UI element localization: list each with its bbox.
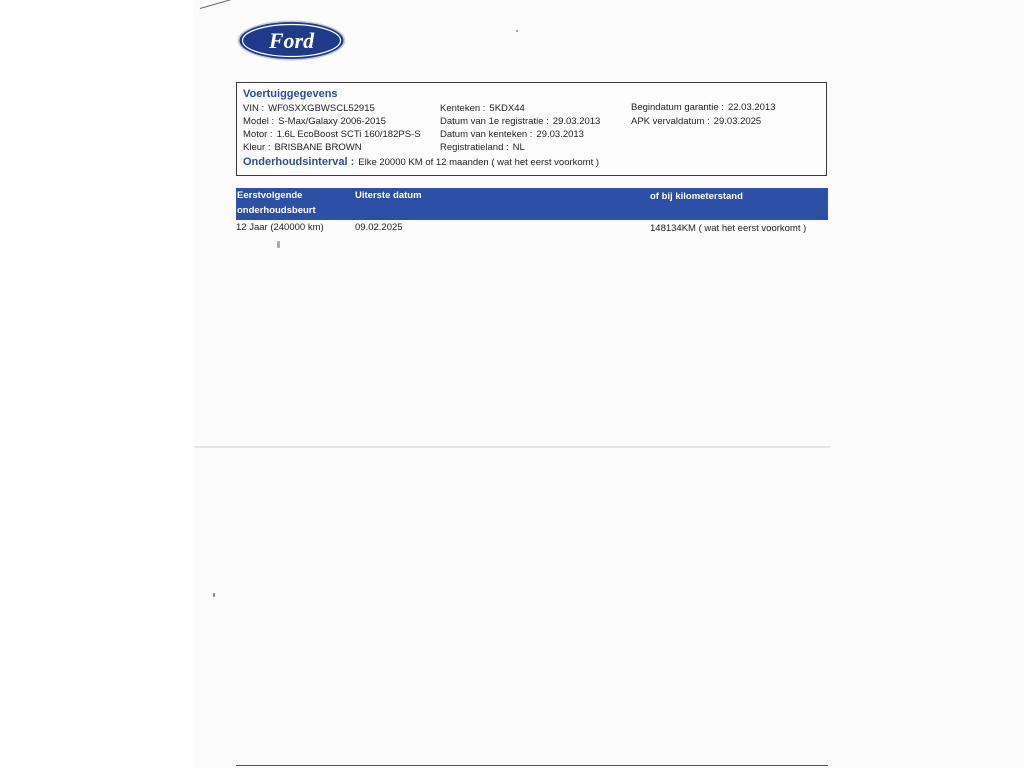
datum-kenteken-value: 29.03.2013 <box>536 129 584 140</box>
datum-registratie-field <box>440 116 600 127</box>
ford-logo <box>236 19 347 62</box>
motor-label: Motor : <box>243 129 273 140</box>
kleur-value: BRISBANE BROWN <box>274 142 362 153</box>
header-eerstvolgende <box>237 188 316 218</box>
registratieland-label: Registratieland : <box>440 142 509 153</box>
vin-field <box>243 103 375 114</box>
header-kilometerstand: of bij kilometerstand <box>650 191 743 202</box>
logo-text: Ford <box>268 28 315 53</box>
vin-label: VIN : <box>243 103 265 114</box>
begindatum-label: Begindatum garantie : <box>631 102 724 113</box>
registratieland-field <box>440 142 525 153</box>
header-col1-line1: Eerstvolgende <box>237 190 303 201</box>
header-uiterste-datum: Uiterste datum <box>355 190 422 201</box>
kleur-label: Kleur : <box>243 142 271 153</box>
kenteken-field <box>440 103 525 114</box>
kenteken-label: Kenteken : <box>440 103 486 114</box>
datum-registratie-value: 29.03.2013 <box>552 116 601 127</box>
scan-speck <box>516 30 518 32</box>
interval-label: Onderhoudsinterval : <box>243 156 355 168</box>
motor-value: 1.6L EcoBoost SCTi 160/182PS-S <box>276 129 421 140</box>
model-value: S-Max/Galaxy 2006-2015 <box>278 116 386 127</box>
row-datum: 09.02.2025 <box>355 222 403 233</box>
begindatum-garantie-field <box>631 102 776 113</box>
scan-margin <box>0 0 194 768</box>
datum-kenteken-label: Datum van kenteken : <box>440 129 533 140</box>
datum-kenteken-field <box>440 129 584 140</box>
scan-speck <box>213 593 215 597</box>
scan-speck <box>277 241 280 248</box>
header-col1-line2: onderhoudsbeurt <box>237 205 316 216</box>
apk-value: 29.03.2025 <box>713 116 762 127</box>
onderhoudsinterval <box>243 156 599 168</box>
begindatum-value: 22.03.2013 <box>727 102 776 113</box>
apk-field <box>631 116 761 127</box>
interval-value: Elke 20000 KM of 12 maanden ( wat het eerst voorkomt ) <box>358 157 600 168</box>
model-field <box>243 116 386 127</box>
row-beurt: 12 Jaar (240000 km) <box>236 222 324 233</box>
model-label: Model : <box>243 116 275 127</box>
motor-field <box>243 129 421 140</box>
paper-fold-line <box>194 446 830 448</box>
vin-value: WF0SXXGBWSCL52915 <box>268 103 375 114</box>
schedule-header <box>236 188 828 220</box>
bottom-rule <box>236 765 828 766</box>
row-km: 148134KM ( wat het eerst voorkomt ) <box>650 223 807 234</box>
kleur-field <box>243 142 362 153</box>
apk-label: APK vervaldatum : <box>631 116 710 127</box>
kenteken-value: 5KDX44 <box>489 103 525 114</box>
datum-registratie-label: Datum van 1e registratie : <box>440 116 549 127</box>
registratieland-value: NL <box>512 142 525 153</box>
vehicle-info-box <box>236 82 827 176</box>
vehicle-section-title: Voertuiggegevens <box>243 88 338 100</box>
